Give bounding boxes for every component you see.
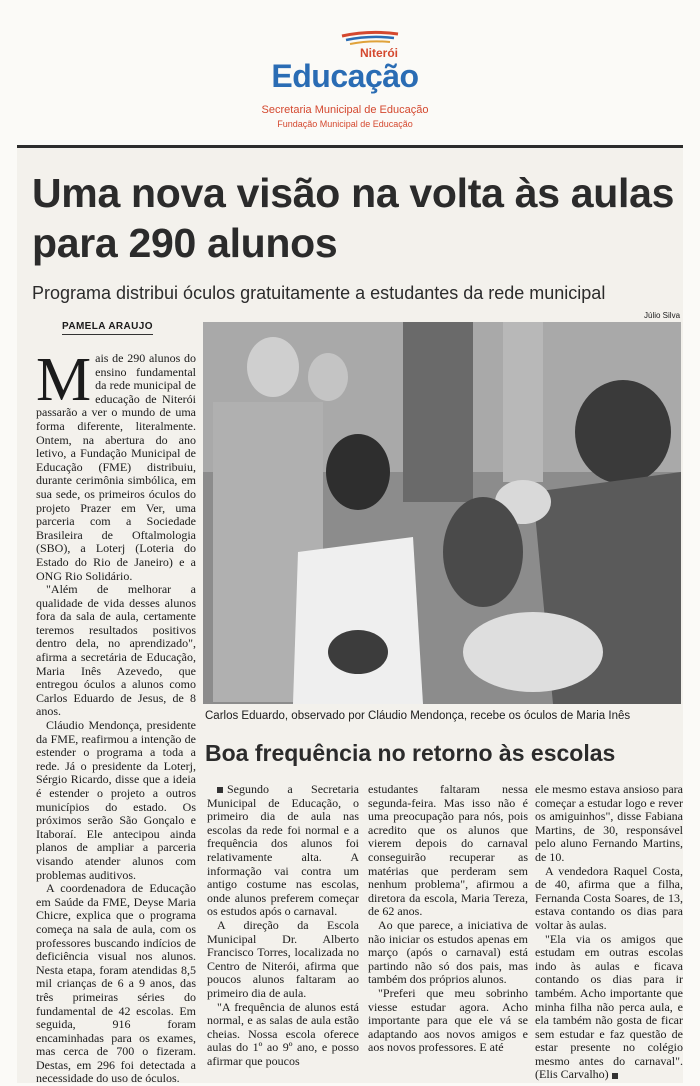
article-column-1 bbox=[36, 346, 196, 1086]
paragraph-text: Segundo a Secretaria Municipal de Educação, o primeiro dia de aula nas escolas da rede foi normal e a frequência dos alunos foi relativamente alta. A informação vai contra um antigo costume nas escolas, onde alunos preferem começar os estudos após o carnaval. bbox=[207, 782, 359, 919]
paragraph bbox=[207, 783, 359, 919]
photo-credit: Júlio Silva bbox=[644, 311, 681, 320]
byline: PAMELA ARAUJO bbox=[62, 321, 153, 335]
headline: Uma nova visão na volta às aulas para 290 alunos bbox=[32, 170, 675, 266]
education-logo bbox=[250, 28, 450, 138]
secondary-headline: Boa frequência no retorno às escolas bbox=[205, 740, 616, 766]
logo-secretaria: Secretaria Municipal de Educação bbox=[261, 104, 429, 116]
paragraph bbox=[535, 933, 683, 1083]
paragraph: A direção da Escola Municipal Dr. Alberto Francisco Torres, localizada no Centro de Niterói, afirma que poucos alunos faltaram ao primeiro dia de aula. bbox=[207, 917, 359, 1000]
paragraph: ele mesmo estava ansioso para começar a estudar logo e rever os amiguinhos", disse Fabiana Martins, de 30, responsável pelo aluno Fernando Martins, de 10. bbox=[535, 782, 683, 864]
paragraph: estudantes faltaram nessa segunda-feira. Mas isso não é uma preocupação para nós, pois acredito que os alunos que vierem depois do carnaval conseguirão recuperar as matérias que perderam sem nenhum problema", afirmou a diretora da escola, Maria Tereza, de 62 anos. bbox=[368, 782, 528, 919]
paragraph: ais de 290 alunos do ensino fundamental da rede municipal de educação de Niterói passarão a ver o mundo de uma forma diferente, literalmente. Ontem, na abertura do ano letivo, a Fundação Municipal de Educação (FME) distribuiu, durante cerimônia simbólica, em sua sede, os primeiros óculos do projeto Prazer em Ver, uma parceria com a Sociedade Brasileira de Oftalmologia (SBO), a Loterj (Loteria do Estado do Rio de Janeiro) e a ONG Rio Solidário. bbox=[36, 351, 196, 583]
brand-swoosh-icon bbox=[340, 30, 400, 46]
article-column-3 bbox=[368, 783, 528, 1055]
paragraph: A coordenadora de Educação em Saúde da FME, Deyse Maria Chicre, explica que o programa começa na sala de aula, com os professores buscando indícios de deficiência visual nos alunos. Nesta etapa, foram atendidas 8,5 mil crianças de 6 a 9 anos, das três primeiras séries do fundamental de 42 escolas. Em seguida, 916 foram encaminhadas para os exames, mas cerca de 700 o fizeram. Destas, em 296 foi detectada a necessidade do uso de óculos. bbox=[36, 881, 196, 1086]
drop-cap: M bbox=[36, 346, 92, 414]
article-column-4 bbox=[535, 783, 683, 1082]
subheadline: Programa distribui óculos gratuitamente a estudantes da rede municipal bbox=[32, 283, 606, 303]
photo-illustration bbox=[203, 322, 681, 704]
paragraph: Cláudio Mendonça, presidente da FME, reafirmou a intenção de estender o programa a toda a rede. Já o presidente da Loterj, Sérgio Ricardo, disse que a ideia é estender o projeto a outros municípios do estado. Os próximos serão São Gonçalo e Itaboraí. Ele antecipou ainda planos de ampliar a parceria visando atender alunos com problemas auditivos. bbox=[36, 718, 196, 882]
article-column-2 bbox=[207, 783, 359, 1068]
news-photo bbox=[203, 322, 681, 704]
paragraph: A vendedora Raquel Costa, de 40, afirma que a filha, Fernanda Costa Soares, de 13, estava contando os dias para voltar às aulas. bbox=[535, 863, 683, 932]
logo-brand: Educação bbox=[271, 58, 419, 94]
logo-fundacao: Fundação Municipal de Educação bbox=[277, 119, 413, 129]
end-mark-icon bbox=[612, 1073, 618, 1079]
paragraph: "Além de melhorar a qualidade de vida desses alunos fora da sala de aula, certamente teremos resultados positivos dentro dela, no aprendizado", afirma a secretária de Educação, Maria Inês Azevedo, que entregou óculos a alunos como Carlos Eduardo de Jesus, de 8 anos. bbox=[36, 582, 196, 719]
paragraph: "Preferi que meu sobrinho viesse estudar agora. Acho importante para que ele vá se adaptando aos novos amigos e aos novos professores. E até bbox=[368, 985, 528, 1055]
paragraph-text: "Ela via os amigos que estudam em outras escolas indo às aulas e ficava contando os dias para ir também. Acho importante que minha filha não perca aula, e ela também não gosta de ficar sem estudar e faz questão de estar presente no colégio mesmo antes do carnaval". (Elis Carvalho) bbox=[535, 931, 683, 1082]
paragraph: Ao que parece, a iniciativa de não iniciar os estudos apenas em março (após o carnaval) está partindo não só dos pais, mas também dos próprios alunos. bbox=[368, 917, 528, 987]
logo-city: Niterói bbox=[360, 46, 399, 60]
photo-caption: Carlos Eduardo, observado por Cláudio Mendonça, recebe os óculos de Maria Inês bbox=[205, 710, 631, 722]
paragraph: "A frequência de alunos está normal, e as salas de aula estão cheias. Nossa escola oferece aulas do 1º ao 9º ano, e posso afirmar que poucos bbox=[207, 999, 359, 1068]
bullet-icon bbox=[217, 787, 223, 793]
